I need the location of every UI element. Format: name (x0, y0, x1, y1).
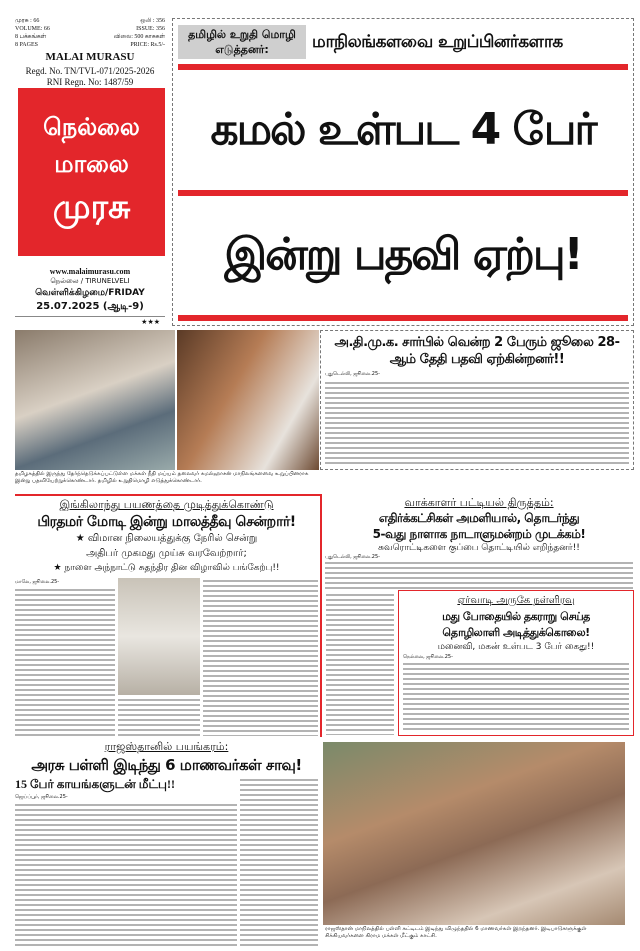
lead-headline-box (172, 18, 634, 326)
parliament-headline-2: 5-வது நாளாக நாடாளுமன்றம் முடக்கம்! (372, 527, 586, 541)
price-en: PRICE: Rs.5/- (130, 42, 165, 48)
parliament-body (325, 560, 633, 590)
red-rule (178, 315, 628, 321)
issue-ta: ஒலி : 356 (140, 18, 165, 24)
modi-story (15, 498, 318, 736)
murder-headline-1: மது போதையில் தகராறு செய்த (442, 610, 590, 623)
murder-sub: மனைவி, மகன் உள்பட 3 பேர் கைது!! (437, 642, 595, 652)
murder-body (403, 661, 629, 732)
lead-headline-line-2: இன்று பதவி ஏற்பு! (224, 229, 582, 281)
kamal-signing-photo (177, 330, 319, 470)
modi-body-col-3 (203, 578, 318, 736)
date: 25.07.2025 (ஆடி-9) (36, 301, 144, 312)
volume-en: VOLUME: 66 (15, 26, 50, 32)
logo-line-1: நெல்லை (43, 113, 140, 141)
divider (15, 316, 165, 317)
edition-stars: ★★★ (141, 318, 160, 326)
school-headline: அரசு பள்ளி இடிந்து 6 மாணவர்கள் சாவு! (31, 756, 302, 774)
modi-kicker: இங்கிலாந்து பயணத்தை முடித்துக்கொண்டு (59, 498, 274, 511)
lead-body-text (325, 380, 629, 466)
school-collapse-photo (323, 742, 625, 925)
red-rule (15, 494, 320, 496)
school-dateline: ஜெய்ப்பூர், ஜூலை.25- (15, 794, 68, 800)
school-body (15, 802, 237, 946)
school-sub: 15 பேர் காயங்களுடன் மீட்பு!! (15, 777, 175, 791)
lead-dateline: புதுடெல்லி, ஜூலை.25- (325, 371, 380, 377)
parliament-body-cont (326, 592, 394, 735)
volume-ta: முரசு : 66 (15, 18, 40, 24)
website-link[interactable]: www.malaimurasu.com (49, 267, 131, 276)
lead-headline-line-1: கமல் உள்பட 4 பேர் (210, 103, 596, 155)
logo-line-3: முரசு (52, 187, 131, 227)
day: வெள்ளிக்கிழமை/FRIDAY (35, 288, 145, 298)
school-kicker: ராஜஸ்தானில் பயங்கரம்: (104, 740, 229, 753)
murder-story-box (398, 590, 634, 736)
parliament-story (325, 496, 633, 590)
modi-dateline: மாலே, ஜூலை.25- (15, 579, 60, 585)
parliament-dateline: புதுடெல்லி, ஜூலை.25- (325, 554, 380, 560)
parliament-headline-1: எதிர்க்கட்சிகள் அமளியால், தொடர்ந்து (378, 511, 580, 525)
modi-bullet-1b: அதிபர் முகமது முய்சு வரவேற்றார்; (86, 548, 247, 559)
masthead-info (15, 17, 165, 49)
lead-substory-box (320, 330, 634, 470)
edition: நெல்லை / TIRUNELVELI (50, 277, 130, 285)
price-ta: விலை: 500 காசுகள் (113, 34, 165, 40)
murder-dateline: நெல்லை, ஜூலை.25- (403, 654, 453, 660)
paper-name: MALAI MURASU (45, 51, 135, 63)
modi-bullet-2: ★ நாளை அந்நாட்டு சுதந்திர தின விழாவில் பங்கேற்பு!! (53, 563, 280, 573)
masthead-logo (18, 88, 165, 256)
red-rule-vertical (320, 494, 322, 737)
parliament-kicker: வாக்காளர் பட்டியல் திருத்தம்: (404, 496, 554, 509)
modi-body-col-1 (15, 587, 115, 736)
regd-number: Regd. No. TN/TVL-071/2025-2026 (25, 66, 155, 76)
issue-en: ISSUE: 356 (136, 26, 165, 32)
lead-photo-caption: தமிழகத்தில் இருந்து தேர்ந்தெடுக்கப்பட்டுள்ள மக்கள் நீதி மய்யம் தலைவர் கமல்ஹாசன் மாநிலங்களவை உறுப்பினராக இன்று பதவியேற்றுக்கொண்டார். தமிழில் உறுதிமொழி எடுத்துக்கொண்டார். (15, 471, 309, 484)
pages-en: 8 PAGES (15, 42, 38, 48)
parliament-sub: சுவரொட்டிகளை குப்பை தொட்டியில் எறிந்தனர்!! (378, 543, 580, 553)
murder-kicker: ஏர்வாடி அருகே நள்ளிரவு (457, 595, 575, 606)
kamal-oath-photo (15, 330, 175, 470)
lead-kicker: தமிழில் உறுதி மொழி எடுத்தனர்: (178, 25, 306, 59)
modi-headline: பிரதமர் மோடி இன்று மாலத்தீவு சென்றார்! (37, 514, 296, 530)
rni-number: RNI Regn. No: 1487/59 (46, 77, 134, 87)
school-story (15, 740, 318, 946)
murder-headline-2: தொழிலாளி அடித்துக்கொலை! (442, 626, 590, 639)
pages-ta: 8 பக்கங்கள் (15, 34, 47, 40)
lead-strap: மாநிலங்களவை உறுப்பினர்களாக (312, 31, 563, 52)
school-body-col-4 (240, 777, 318, 946)
modi-bullet-1a: ★ விமான நிலையத்துக்கு நேரில் சென்று (75, 533, 258, 544)
modi-body-col-2 (118, 697, 200, 736)
logo-line-2: மாலை (54, 150, 129, 178)
lead-sub-headline: அ.தி.மு.க. சார்பில் வென்ற 2 பேரும் ஜூலை 28-ஆம் தேதி பதவி ஏற்கின்றனர்!! (334, 335, 620, 367)
school-photo-caption: ராஜஸ்தான் மாநிலத்தில் பள்ளி கட்டிடம் இடிந்து விழுந்ததில் 6 மாணவர்கள் இறந்தனர். இடிபாடுகளுக்குள் சிக்கியவர்களை கிராம மக்கள் மீட்கும் காட்சி. (325, 926, 587, 939)
modi-photo (118, 578, 200, 695)
